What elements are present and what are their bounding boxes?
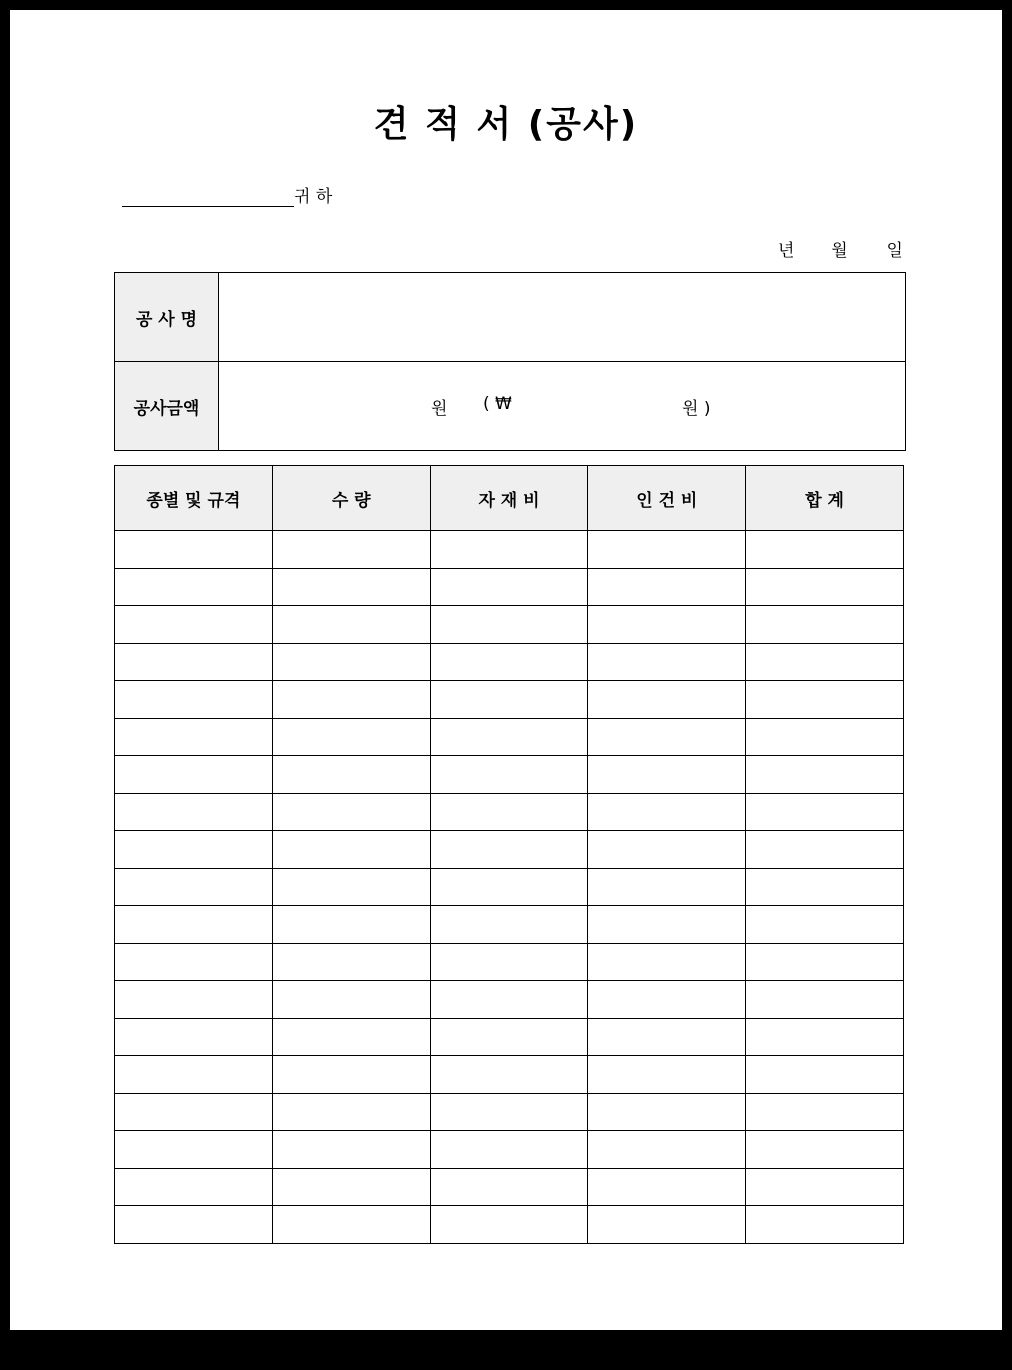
table-cell[interactable] [746,643,904,681]
table-cell[interactable] [115,531,273,569]
date-day: 일 [886,241,903,261]
table-cell[interactable] [588,531,746,569]
table-cell[interactable] [430,1131,588,1169]
addressee [122,182,332,207]
table-cell[interactable] [115,643,273,681]
table-cell[interactable] [746,831,904,869]
table-cell[interactable] [746,868,904,906]
table-cell[interactable] [588,568,746,606]
table-cell[interactable] [272,831,430,869]
table-cell[interactable] [115,906,273,944]
table-row [115,906,904,944]
table-cell[interactable] [272,643,430,681]
table-row [115,1056,904,1094]
table-cell[interactable] [746,1131,904,1169]
table-cell[interactable] [588,868,746,906]
table-row [115,643,904,681]
table-cell[interactable] [115,718,273,756]
table-cell[interactable] [746,1206,904,1244]
table-cell[interactable] [746,1056,904,1094]
table-cell[interactable] [272,531,430,569]
table-row [115,831,904,869]
table-cell[interactable] [746,981,904,1019]
table-cell[interactable] [430,906,588,944]
table-cell[interactable] [115,568,273,606]
table-cell[interactable] [430,531,588,569]
table-cell[interactable] [588,831,746,869]
table-cell[interactable] [588,1056,746,1094]
table-cell[interactable] [430,1093,588,1131]
table-row [115,1018,904,1056]
table-cell[interactable] [588,681,746,719]
table-cell[interactable] [272,981,430,1019]
table-cell[interactable] [272,568,430,606]
table-cell[interactable] [115,1056,273,1094]
table-cell[interactable] [430,1018,588,1056]
header-quantity: 수 량 [272,466,430,531]
table-cell[interactable] [746,606,904,644]
header-total: 합 계 [746,466,904,531]
table-cell[interactable] [588,1093,746,1131]
date-line [778,236,903,261]
table-cell[interactable] [430,943,588,981]
table-cell[interactable] [588,606,746,644]
amount-label: 공사금액 [115,362,219,451]
addressee-suffix: 귀 하 [294,187,333,207]
table-cell[interactable] [746,681,904,719]
date-year: 년 [778,241,795,261]
table-cell[interactable] [272,1056,430,1094]
table-cell[interactable] [272,868,430,906]
date-month: 월 [831,241,848,261]
table-cell[interactable] [272,793,430,831]
table-header-row [115,466,904,531]
amount-won-korean: 원 [431,399,448,419]
table-cell[interactable] [430,568,588,606]
table-cell[interactable] [588,906,746,944]
table-cell[interactable] [430,1206,588,1244]
table-cell[interactable] [272,756,430,794]
table-cell[interactable] [430,793,588,831]
table-cell[interactable] [588,718,746,756]
table-cell[interactable] [430,718,588,756]
table-cell[interactable] [272,606,430,644]
estimate-table [114,465,904,1244]
table-row [115,718,904,756]
table-cell[interactable] [746,531,904,569]
table-cell[interactable] [430,606,588,644]
project-name-field[interactable] [219,273,906,362]
table-row [115,568,904,606]
table-cell[interactable] [115,681,273,719]
table-row [115,1131,904,1169]
table-cell[interactable] [115,1206,273,1244]
table-cell[interactable] [430,1168,588,1206]
table-cell[interactable] [115,1018,273,1056]
amount-field[interactable] [219,362,906,451]
table-cell[interactable] [115,793,273,831]
table-cell[interactable] [588,756,746,794]
table-row [115,793,904,831]
table-cell[interactable] [115,981,273,1019]
table-cell[interactable] [746,568,904,606]
table-cell[interactable] [430,868,588,906]
table-cell[interactable] [746,943,904,981]
table-cell[interactable] [746,793,904,831]
table-row [115,756,904,794]
table-cell[interactable] [272,718,430,756]
table-row [115,606,904,644]
table-cell[interactable] [588,1168,746,1206]
table-cell[interactable] [272,1168,430,1206]
table-row [115,1093,904,1131]
table-cell[interactable] [430,981,588,1019]
table-cell[interactable] [272,681,430,719]
table-cell[interactable] [115,1131,273,1169]
table-cell[interactable] [746,1168,904,1206]
table-cell[interactable] [588,1131,746,1169]
table-cell[interactable] [430,643,588,681]
addressee-blank-line[interactable] [122,186,294,207]
table-cell[interactable] [588,793,746,831]
table-cell[interactable] [272,943,430,981]
table-cell[interactable] [272,1093,430,1131]
table-row [115,981,904,1019]
table-cell[interactable] [115,943,273,981]
table-cell[interactable] [430,681,588,719]
table-cell[interactable] [746,756,904,794]
document-title: 견 적 서 (공사) [373,104,639,145]
table-cell[interactable] [430,756,588,794]
table-row [115,868,904,906]
table-cell[interactable] [430,831,588,869]
table-cell[interactable] [588,981,746,1019]
table-cell[interactable] [430,1056,588,1094]
table-cell[interactable] [588,1206,746,1244]
table-cell[interactable] [746,906,904,944]
table-row [115,531,904,569]
table-cell[interactable] [272,1018,430,1056]
table-cell[interactable] [115,1168,273,1206]
table-cell[interactable] [115,606,273,644]
table-cell[interactable] [746,1093,904,1131]
table-row [115,1168,904,1206]
table-cell[interactable] [746,1018,904,1056]
table-cell[interactable] [588,943,746,981]
table-cell[interactable] [272,906,430,944]
table-cell[interactable] [746,718,904,756]
header-material-cost: 자 재 비 [430,466,588,531]
table-cell[interactable] [115,1093,273,1131]
table-row [115,1206,904,1244]
table-cell[interactable] [272,1131,430,1169]
table-cell[interactable] [588,643,746,681]
table-cell[interactable] [115,831,273,869]
table-cell[interactable] [115,756,273,794]
info-table [114,272,906,451]
amount-won-close: 원 ) [682,399,711,419]
project-name-label: 공 사 명 [115,273,219,362]
header-spec: 종별 및 규격 [115,466,273,531]
amount-won-symbol: ( ₩ [483,394,512,414]
table-cell[interactable] [588,1018,746,1056]
header-labor-cost: 인 건 비 [588,466,746,531]
table-cell[interactable] [115,868,273,906]
table-cell[interactable] [272,1206,430,1244]
table-row [115,943,904,981]
table-row [115,681,904,719]
